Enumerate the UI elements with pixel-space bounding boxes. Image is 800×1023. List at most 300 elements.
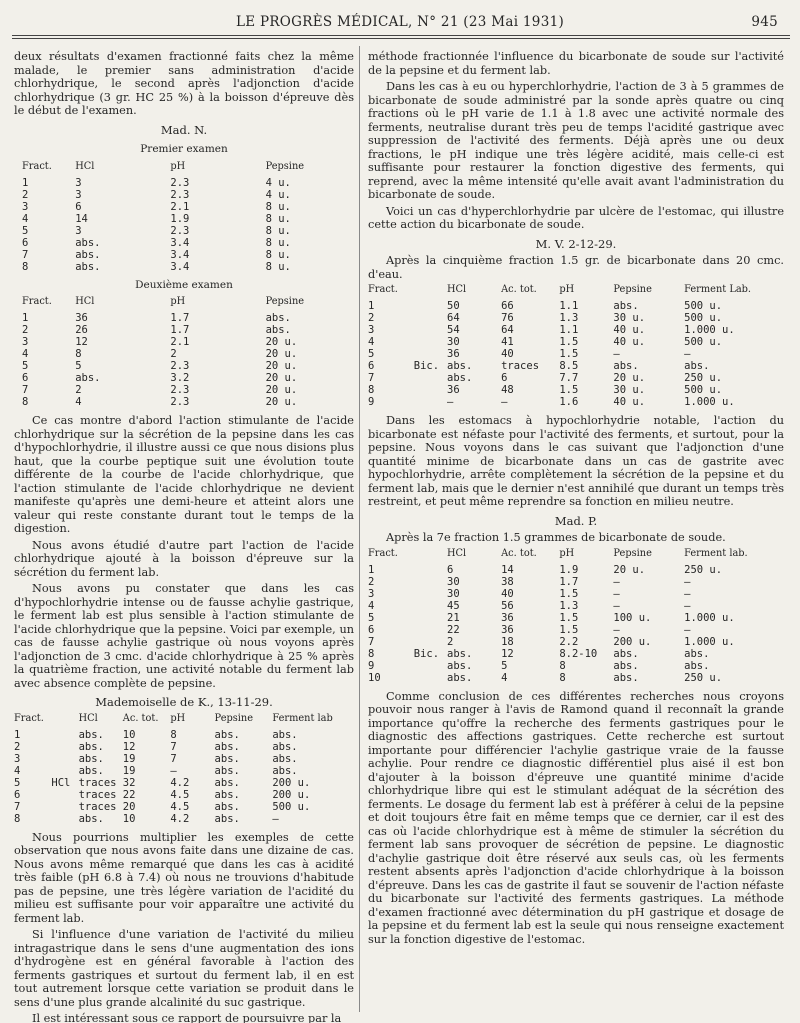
table-cell: 3 [368,324,375,336]
table-cell: 7 [14,800,21,813]
column-header: HCl [447,284,467,295]
column-divider [359,46,360,1012]
table-cell: 1 [22,312,29,324]
table-cell: 250 u. [684,372,723,384]
table-cell: 1 [368,563,375,576]
table-cell [414,396,447,408]
table-cell: 500 u. [684,384,723,396]
table-cell: traces [78,776,117,789]
table-header-row [14,296,354,312]
table-cell: 5 [368,611,375,624]
column-header: Ferment lab. [684,547,748,559]
case-title-mad-p: Mad. P. [554,513,598,528]
table-cell: abs. [214,740,240,753]
table-cell: abs. [447,671,473,684]
paragraph: Ce cas montre d'abord l'action stimulante de l'acide chlorhydrique sur la sécrétion de la pepsine dans les cas d'hypochlorhydrie, il illustre aussi ce que nous disions plus haut, que la courbe peptique suit une évolution toute différente de la courbe de l'acide chlorhydrique, que l'action stimulante de l'acide chlorhydrique ne devient manifeste qu'après une demi-heure et atteint alors une valeur qui reste constante durant tout le temps de la digestion. [14,414,354,535]
table-cell: 8 u. [265,236,291,249]
paragraph: méthode fractionnée l'influence du bicarbonate de soude sur l'activité de la pepsine et du ferment lab. [368,50,784,77]
table-cell: 3 [368,587,375,600]
table-cell: abs. [265,312,291,324]
table-row [368,564,784,576]
table-cell: 36 [75,312,88,324]
table-cell: abs. [75,372,101,384]
table-cell: 8 [368,384,375,396]
table-cell: 1.3 [559,599,579,612]
table-row [14,189,354,201]
table-cell: 1.1 [559,300,579,312]
table-cell: abs. [272,728,298,741]
table-cell: abs. [613,659,639,672]
table-cell: 30 [447,587,460,600]
table-cell: 8.2-10 [559,647,598,660]
column-header: Ac. tot. [501,547,537,559]
table-cell [414,372,447,384]
table-cell: abs. [214,752,240,765]
table-row [14,813,354,825]
table-cell: 3.4 [170,248,190,261]
column-header: Ferment lab [272,712,333,724]
table-cell: 38 [501,575,514,588]
table-cell: 3 [75,176,82,189]
table-row [14,225,354,237]
table-row [14,348,354,360]
column-header [414,284,447,300]
table-cell: 2 [170,348,177,360]
table-cell: traces [78,788,117,801]
column-header: pH [170,712,186,724]
table-row [368,372,784,384]
table-cell: 200 u. [272,788,311,801]
case4-table [368,548,784,684]
running-header [10,14,790,36]
table-cell: abs. [75,236,101,249]
table-cell: 20 [122,800,136,813]
paragraph: Nous avons étudié d'autre part l'action de l'acide chlorhydrique ajouté à la boisson d'épreuve sur la sécrétion du ferment lab. [14,538,354,579]
table-cell [51,753,78,765]
table-cell: 4 [501,671,508,684]
table-cell: 500 u. [684,336,723,348]
table-cell: abs. [214,764,240,777]
table-cell: 4 [368,336,375,348]
column-header: HCl [75,160,95,172]
table-cell: 30 u. [613,312,646,324]
table-cell: 8 u. [265,212,291,225]
table-cell: 4 u. [265,188,291,201]
column-header: Fract. [22,160,52,172]
table-row [14,177,354,189]
table-cell: 2.1 [170,200,190,213]
table-cell: 8.5 [559,360,579,372]
table-cell: 22 [122,788,136,801]
table-row [14,741,354,753]
table-cell: 26 [75,324,88,336]
table-cell: 2.3 [170,188,190,201]
table-row [14,336,354,348]
table-cell: 2 [368,575,375,588]
table-cell: 1 [368,300,375,312]
column-header: Fract. [368,284,398,295]
table-cell [414,672,447,684]
table-cell: 1.5 [559,611,579,624]
table-cell: abs. [684,360,710,372]
table-cell: 76 [501,312,514,324]
column-header: pH [559,284,575,295]
case3-intro: Après la cinquième fraction 1.5 gr. de bicarbonate dans 20 cmc. d'eau. [368,254,784,281]
table-cell: 4.2 [170,776,190,789]
table-cell: 4 [368,599,375,612]
table-row [14,360,354,372]
table-cell: 1 [14,728,21,741]
column-header: pH [170,296,186,307]
table-cell: abs. [447,659,473,672]
column-header [51,713,78,729]
table-cell: abs. [214,776,240,789]
table-cell: Bic. [413,647,440,660]
exam2-title: Deuxième examen [135,278,233,291]
table-cell: 2.3 [170,384,190,396]
table-cell: 8 [170,728,177,741]
table-cell: 30 [447,575,460,588]
table-cell: 19 [122,752,136,765]
table-header-row [14,713,354,729]
table-cell: 6 [14,788,21,801]
table-cell: abs. [75,248,101,261]
column-header: Pepsine [265,296,305,307]
table-cell: abs. [214,788,240,801]
column-header: Fract. [22,296,52,307]
table-cell: 30 [447,336,460,348]
table-cell [414,624,447,636]
table-row [368,612,784,624]
table-cell: 36 [447,384,460,396]
column-header: Fract. [14,712,44,724]
table-cell: 10 [122,812,136,825]
paragraph: Nous pourrions multiplier les exemples de cette observation que nous avons faite dans une dizaine de cas. Nous avons même remarqué que dans les cas à acidité très faible (pH 6.8 à 7.4) où nous ne trouvions d'habitude pas de pepsine, une très légère variation de l'acidité du milieu est suffisante pour voir apparaître une activité du ferment lab. [14,830,354,925]
table-cell: 5 [14,776,21,789]
table-cell: 40 u. [613,336,646,348]
table-cell: 3 [75,188,82,201]
table-row [368,648,784,660]
table-cell: 12 [122,740,136,753]
table-cell: 14 [501,563,514,576]
header-rule-top [12,35,790,36]
column-header: Pepsine [214,712,254,724]
table-cell: 20 u. [265,336,298,348]
table-header-row [368,284,784,300]
paragraph: Dans les estomacs à hypochlorhydrie notable, l'action du bicarbonate est néfaste pour l'activité des ferments, et surtout, pour la pepsine. Nous voyons dans le cas suivant que l'adjonction d'une quantité minime de bicarbonate dans un cas de gastrite avec hypochlorhydrie, arrête complètement la sécrétion de la pepsine et du ferment lab, mais que le dernier n'est annihilé que durant un temps très restreint, et peut même reprendre sa fonction en milieu neutre. [368,414,784,508]
table-row [14,249,354,261]
paragraph: Comme conclusion de ces différentes recherches nous croyons pouvoir nous ranger à l'avis de Ramond quand il reconnaît la grande importance qu'offre la recherche des ferments gastriques pour le diagnostic des affections gastriques. Cette recherche est surtout importante pour différencier l'achylie gastrique vraie de la fausse achylie. Pour rendre ce diagnostic différentiel plus aisé il est bon d'ajouter à la boisson d'épreuve une quantité minime d'acide chlorhydrique libre qui est le stimulant adéquat de la sécrétion des ferments. Le dosage du ferment lab est à préférer à celui de la pepsine et doit toujours être fait en même temps que ce dernier, car il est des cas où l'acide chlorhydrique est à même de stimuler la sécrétion du ferment lab sans provoquer de sécrétion de pepsine. Le diagnostic d'achylie gastrique doit être réservé aux seuls cas, où les ferments restent absents après l'adjonction d'acide chlorhydrique à la boisson d'épreuve. Dans les cas de gastrite il faut se souvenir de l'action néfaste du bicarbonate sur l'activité des ferments gastriques. La méthode d'examen fractionné avec détermination du pH gastrique et dosage de la pepsine et du ferment lab est la seule qui nous renseigne exactement sur la fonction digestive de l'estomac. [368,689,784,946]
table-cell: 56 [501,599,514,612]
table-row [14,213,354,225]
table-row [368,324,784,336]
table-cell [414,564,447,576]
table-cell: 20 u. [265,384,298,396]
table-cell [51,765,78,777]
table-cell: 10 [368,671,381,684]
table-cell: 8 [22,260,29,273]
table-cell: 2 [75,384,82,396]
table-cell: 14 [75,212,88,225]
table-cell: 4.5 [170,788,190,801]
table-cell: 8 u. [265,248,291,261]
table-cell: 8 [559,659,566,672]
table-cell: abs. [684,647,710,660]
table-cell: 3.4 [170,260,190,273]
table-row [368,660,784,672]
table-cell: 2 [14,740,21,753]
left-column [14,50,354,1023]
table-cell: 4 [22,212,29,225]
table-cell: 3.2 [170,372,190,384]
table-cell: 36 [501,623,514,636]
table-row [14,384,354,396]
table-cell: Bic. [413,360,440,372]
table-cell: 5 [75,360,82,372]
table-cell: 32 [122,776,136,789]
table-cell [51,789,78,801]
table-cell: 1.000 u. [684,635,735,648]
table-cell: 500 u. [272,800,311,813]
table-cell: 8 u. [265,260,291,273]
table-cell [414,324,447,336]
table-cell: 1.9 [170,212,190,225]
table-cell: 48 [501,384,514,396]
table-cell [51,741,78,753]
table-cell: — [613,587,620,600]
table-cell: 20 u. [265,348,298,360]
table-cell: 6 [501,372,508,384]
case-title-m-v: M. V. 2-12-29. [535,236,617,251]
intro-paragraph: deux résultats d'examen fractionné faits chez la même malade, le premier sans administration d'acide chlorhydrique, le second après l'adjonction d'acide chlorhydrique (3 gr. HC 25 %) à la boisson d'épreuve dès le début de l'examen. [14,50,354,117]
table-cell: 500 u. [684,312,723,324]
table-cell: 1.7 [170,324,190,336]
table-cell: — [684,587,691,600]
column-header: pH [559,547,575,559]
table-cell [414,312,447,324]
right-column [368,50,784,949]
table-cell: 40 u. [613,396,646,408]
table-cell: 2 [22,324,29,336]
table-cell: 1.5 [559,623,579,636]
table-cell: 4 u. [265,176,291,189]
table-cell: 3 [22,200,29,213]
column-header: Ac. tot. [122,712,159,724]
table-row [14,312,354,324]
exam1-table [14,161,354,273]
table-cell: abs. [75,260,101,273]
table-cell: 2 [22,188,29,201]
table-cell: 1 [22,176,29,189]
table-row [368,588,784,600]
table-row [14,372,354,384]
table-cell: 64 [501,324,514,336]
table-cell: 6 [368,623,375,636]
table-cell: 1.9 [559,563,579,576]
table-cell [414,600,447,612]
table-cell: 66 [501,300,514,312]
table-row [14,729,354,741]
table-cell: 41 [501,336,514,348]
table-row [368,600,784,612]
table-cell: traces [78,800,117,813]
table-row [368,396,784,408]
table-cell: — [613,348,620,360]
table-cell: 200 u. [272,776,311,789]
table-cell: 5 [22,360,29,372]
table-row [14,765,354,777]
table-cell: abs. [447,647,473,660]
table-cell [414,636,447,648]
case4-intro: Après la 7e fraction 1.5 grammes de bicarbonate de soude. [386,531,726,544]
table-cell: — [684,623,691,636]
table-cell: 1.1 [559,324,579,336]
table-cell: 8 [22,396,29,408]
table-cell: 5 [501,659,508,672]
column-header: pH [170,160,186,172]
column-header [414,548,447,564]
table-cell [414,588,447,600]
table-cell: 100 u. [613,611,652,624]
table-cell: 2.2 [559,635,579,648]
table-cell: 54 [447,324,460,336]
table-cell: 1.5 [559,336,579,348]
table-cell: 1.7 [170,312,190,324]
table-cell: 22 [447,623,460,636]
table-cell: — [447,396,454,408]
table-row [368,348,784,360]
table-cell: abs. [684,659,710,672]
case3-table [368,284,784,408]
column-header: Pepsine [613,547,652,559]
table-cell: 2 [368,312,375,324]
table-cell: 12 [501,647,514,660]
table-cell: 250 u. [684,671,723,684]
table-cell: — [170,764,177,777]
table-cell: abs. [613,360,639,372]
table-cell: 5 [22,224,29,237]
table-row [368,360,784,372]
table-row [14,753,354,765]
table-cell: abs. [613,647,639,660]
table-cell: 8 [559,671,566,684]
table-cell: 4.2 [170,812,190,825]
table-cell [414,300,447,312]
table-cell [51,729,78,741]
table-row [14,396,354,408]
table-cell: 1.3 [559,312,579,324]
table-cell: — [272,812,279,825]
table-cell: abs. [78,752,104,765]
table-row [368,672,784,684]
table-cell: — [684,575,691,588]
page-number: 945 [751,14,778,30]
table-cell: 4.5 [170,800,190,813]
table-row [368,576,784,588]
table-cell: — [613,575,620,588]
table-cell: — [613,623,620,636]
table-cell [414,336,447,348]
column-header: HCl [75,296,95,307]
table-cell: 4 [22,348,29,360]
table-cell: 1.7 [559,575,579,588]
table-cell: abs. [272,752,298,765]
table-cell: 7 [170,740,177,753]
table-cell [414,348,447,360]
table-cell [51,801,78,813]
table-row [368,312,784,324]
table-row [368,300,784,312]
table-cell: abs. [272,764,298,777]
table-cell: 20 u. [613,563,646,576]
paragraph: Il est intéressant sous ce rapport de poursuivre par la [32,1012,342,1023]
table-cell: abs. [78,812,104,825]
table-cell: 6 [447,563,454,576]
table-cell: abs. [447,360,473,372]
table-row [368,624,784,636]
table-cell: 1.6 [559,396,579,408]
column-header: Pepsine [265,160,305,172]
table-cell: abs. [214,812,240,825]
table-row [368,336,784,348]
table-cell: 2.1 [170,336,190,348]
table-cell: abs. [265,324,291,336]
table-cell: 8 u. [265,224,291,237]
table-cell: abs. [78,740,104,753]
table-cell: 3 [22,336,29,348]
table-cell: abs. [447,372,473,384]
table-cell: 250 u. [684,563,723,576]
table-cell: 2.3 [170,396,190,408]
table-cell: 18 [501,635,514,648]
table-cell: 45 [447,599,460,612]
table-cell: 10 [122,728,136,741]
table-cell [414,384,447,396]
table-cell: 40 [501,587,514,600]
table-cell: 40 [501,348,514,360]
table-cell: 2.3 [170,176,190,189]
table-cell: 9 [368,396,375,408]
table-cell: 6 [368,360,375,372]
table-row [14,324,354,336]
table-cell: 7 [22,248,29,261]
table-cell: 1.5 [559,587,579,600]
table-cell: 9 [368,659,375,672]
table-cell: 3 [14,752,21,765]
table-cell: — [501,396,508,408]
table-cell: 7.7 [559,372,579,384]
table-header-row [368,548,784,564]
table-cell: — [613,599,620,612]
journal-title: LE PROGRÈS MÉDICAL, N° 21 (23 Mai 1931) [235,14,565,30]
exam1-title: Premier examen [140,143,228,155]
table-cell: 1.5 [559,384,579,396]
table-cell: 5 [368,348,375,360]
table-cell: 1.000 u. [684,324,735,336]
table-cell: 8 [14,812,21,825]
column-header: Pepsine [613,284,652,295]
exam2-table [14,296,354,408]
table-cell: 50 [447,300,460,312]
table-cell: 7 [368,635,375,648]
table-cell: abs. [214,800,240,813]
table-cell [414,660,447,672]
table-cell: 500 u. [684,300,723,312]
table-cell: 36 [447,348,460,360]
table-row [14,261,354,273]
table-cell: 12 [75,336,88,348]
table-cell: 1.000 u. [684,611,735,624]
